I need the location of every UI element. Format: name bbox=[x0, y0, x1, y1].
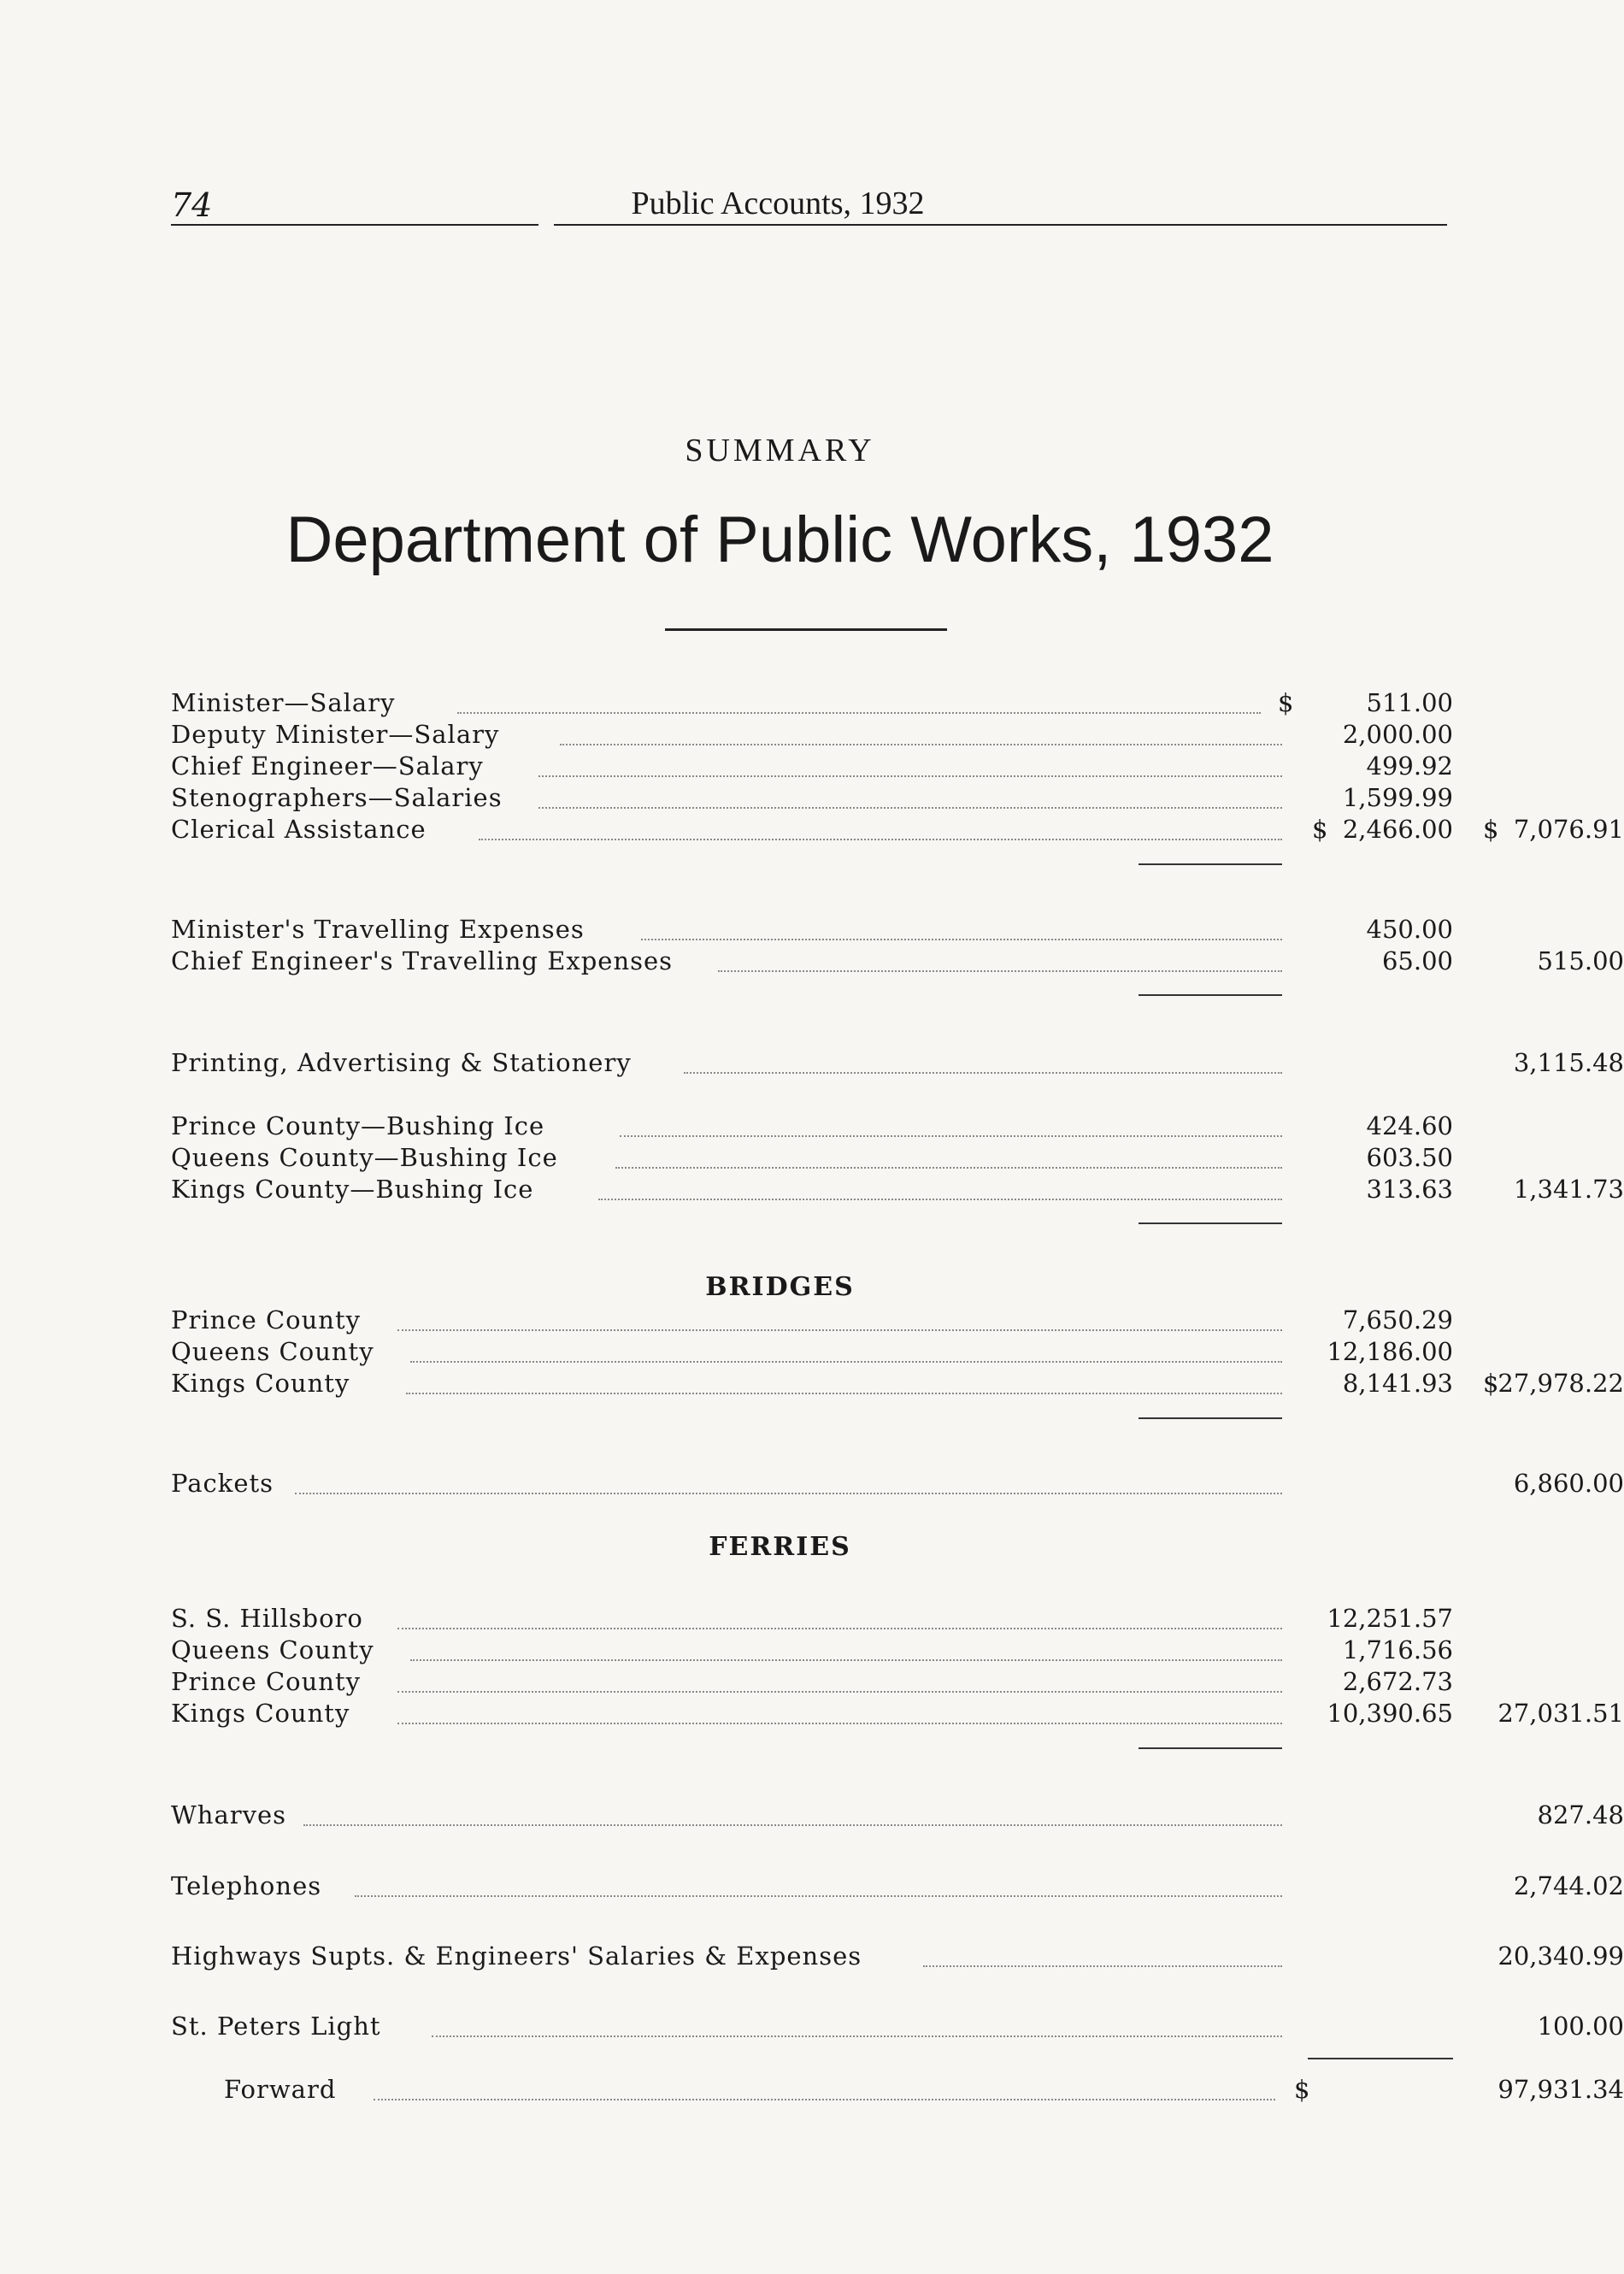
row-amount: 10,390.65 bbox=[1327, 1699, 1453, 1728]
row-amount: 12,186.00 bbox=[1327, 1337, 1453, 1366]
row-label: Queens County bbox=[171, 1337, 374, 1366]
row-label: Stenographers—Salaries bbox=[171, 783, 503, 812]
row-amount: 450.00 bbox=[1366, 915, 1453, 944]
subtotal-rule bbox=[1139, 1222, 1282, 1224]
row-label: Minister—Salary bbox=[171, 688, 396, 717]
row-label: St. Peters Light bbox=[171, 2012, 381, 2041]
row-total: 827.48 bbox=[1537, 1800, 1624, 1829]
row-total: 7,076.91 bbox=[1513, 815, 1624, 844]
subtotal-rule bbox=[1139, 1747, 1282, 1749]
leader-dots bbox=[374, 2083, 1275, 2100]
row-label: Minister's Travelling Expenses bbox=[171, 915, 585, 944]
row-amount: 12,251.57 bbox=[1327, 1604, 1453, 1633]
row-label: Telephones bbox=[171, 1871, 322, 1900]
row-total: 20,340.99 bbox=[1497, 1941, 1624, 1971]
dollar-sign: $ bbox=[1312, 815, 1328, 844]
leader-dots bbox=[355, 1880, 1282, 1897]
row-amount: 65.00 bbox=[1381, 946, 1453, 975]
row-amount: 603.50 bbox=[1366, 1143, 1453, 1172]
page-number: 74 bbox=[171, 186, 213, 224]
row-total: 27,031.51 bbox=[1497, 1699, 1624, 1728]
row-total: 100.00 bbox=[1537, 2012, 1624, 2041]
row-amount: 2,672.73 bbox=[1342, 1667, 1453, 1696]
subtotal-rule bbox=[1139, 1417, 1282, 1419]
subtotal-rule bbox=[1139, 863, 1282, 865]
row-label: Forward bbox=[224, 2075, 337, 2104]
row-amount: 499.92 bbox=[1366, 751, 1453, 781]
row-amount: 1,599.99 bbox=[1342, 783, 1453, 812]
title-rule bbox=[665, 628, 947, 631]
row-total: 3,115.48 bbox=[1513, 1048, 1624, 1077]
row-label: Chief Engineer—Salary bbox=[171, 751, 484, 781]
row-label: Printing, Advertising & Stationery bbox=[171, 1048, 632, 1077]
row-amount: 7,650.29 bbox=[1342, 1305, 1453, 1334]
row-label: Clerical Assistance bbox=[171, 815, 427, 844]
row-amount: 1,716.56 bbox=[1342, 1635, 1453, 1664]
row-total: 27,978.22 bbox=[1497, 1369, 1624, 1398]
row-total: 6,860.00 bbox=[1513, 1469, 1624, 1498]
leader-dots bbox=[303, 1809, 1282, 1826]
row-label: Packets bbox=[171, 1469, 274, 1498]
row-label: S. S. Hillsboro bbox=[171, 1604, 363, 1633]
row-amount: 8,141.93 bbox=[1342, 1369, 1453, 1398]
row-amount: 2,000.00 bbox=[1342, 720, 1453, 749]
dollar-sign: $ bbox=[1483, 815, 1499, 844]
dollar-sign: $ bbox=[1483, 1369, 1499, 1398]
row-label: Kings County—Bushing Ice bbox=[171, 1175, 534, 1204]
leader-dots bbox=[923, 1950, 1282, 1967]
leader-dots bbox=[432, 2020, 1282, 2037]
row-total: 97,931.34 bbox=[1497, 2075, 1624, 2104]
leader-dots bbox=[684, 1057, 1282, 1074]
row-label: Kings County bbox=[171, 1369, 350, 1398]
row-label: Prince County bbox=[171, 1305, 361, 1334]
row-total: 515.00 bbox=[1537, 946, 1624, 975]
department-title: Department of Public Works, 1932 bbox=[285, 504, 1274, 576]
running-title: Public Accounts, 1932 bbox=[631, 186, 925, 221]
dollar-sign: $ bbox=[1278, 688, 1294, 717]
row-label: Prince County—Bushing Ice bbox=[171, 1111, 545, 1140]
row-label: Chief Engineer's Travelling Expenses bbox=[171, 946, 674, 975]
leader-dots bbox=[295, 1477, 1282, 1494]
section-heading-bridges: BRIDGES bbox=[705, 1272, 855, 1302]
header-rule-right bbox=[554, 224, 1447, 226]
row-amount: 424.60 bbox=[1366, 1111, 1453, 1140]
section-heading-ferries: FERRIES bbox=[709, 1532, 851, 1562]
row-amount: 2,466.00 bbox=[1342, 815, 1453, 844]
row-label: Kings County bbox=[171, 1699, 350, 1728]
row-total: 1,341.73 bbox=[1513, 1175, 1624, 1204]
row-label: Highways Supts. & Engineers' Salaries & Expenses bbox=[171, 1941, 862, 1971]
summary-label: SUMMARY bbox=[685, 433, 875, 468]
row-amount: 313.63 bbox=[1366, 1175, 1453, 1204]
row-label: Prince County bbox=[171, 1667, 361, 1696]
row-label: Queens County—Bushing Ice bbox=[171, 1143, 558, 1172]
header-rule-left bbox=[171, 224, 538, 226]
dollar-sign: $ bbox=[1294, 2075, 1310, 2104]
total-rule bbox=[1308, 2058, 1453, 2059]
row-total: 2,744.02 bbox=[1513, 1871, 1624, 1900]
subtotal-rule bbox=[1139, 994, 1282, 996]
row-label: Wharves bbox=[171, 1800, 287, 1829]
row-label: Deputy Minister—Salary bbox=[171, 720, 500, 749]
row-amount: 511.00 bbox=[1366, 688, 1453, 717]
row-label: Queens County bbox=[171, 1635, 374, 1664]
